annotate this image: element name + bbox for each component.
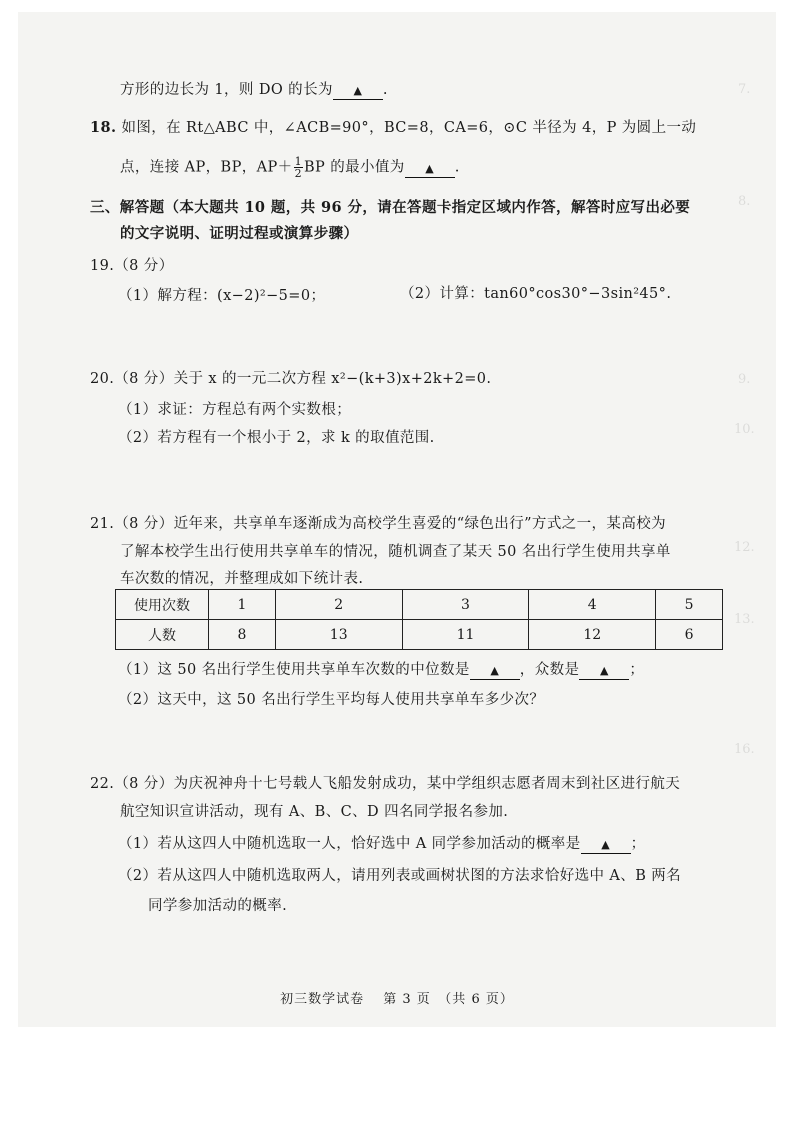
page-footer: 初三数学试卷 第 3 页 （共 6 页） bbox=[280, 992, 514, 1007]
q20-part2: （2）若方程有一个根小于 2，求 k 的取值范围. bbox=[118, 430, 435, 446]
q17-text: 方形的边长为 1，则 DO 的长为 bbox=[120, 82, 333, 98]
bleed-through-text: 9. bbox=[738, 372, 751, 387]
table-cell: 6 bbox=[656, 620, 723, 650]
q21-mode-blank[interactable]: ▲ bbox=[579, 663, 629, 680]
q22-part2-cont: 同学参加活动的概率. bbox=[148, 898, 288, 914]
q19-part1: （1）解方程：(x−2)²−5=0； bbox=[118, 288, 326, 304]
q21-median-blank[interactable]: ▲ bbox=[470, 663, 520, 680]
section3-heading-2: 的文字说明、证明过程或演算步骤） bbox=[120, 225, 359, 242]
q20-part1: （1）求证：方程总有两个实数根； bbox=[118, 402, 352, 418]
table-row bbox=[116, 590, 723, 620]
table-cell: 4 bbox=[529, 590, 656, 620]
q18-answer-blank[interactable]: ▲ bbox=[405, 161, 455, 178]
frac-denominator: 2 bbox=[294, 167, 302, 180]
table-cell: 11 bbox=[402, 620, 529, 650]
table-header-cell: 使用次数 bbox=[116, 590, 209, 620]
fraction-one-half bbox=[294, 156, 303, 179]
q19-part2: （2）计算：tan60°cos30°−3sin²45°. bbox=[400, 286, 672, 302]
q21-part1-text-b: ，众数是 bbox=[519, 662, 580, 678]
q22-part1 bbox=[118, 834, 646, 854]
q21-line3: 车次数的情况，并整理成如下统计表. bbox=[120, 571, 364, 587]
q21-part1 bbox=[118, 660, 644, 680]
q21-part1-text-a: （1）这 50 名出行学生使用共享单车次数的中位数是 bbox=[118, 662, 470, 678]
q18-text-1: 如图，在 Rt△ABC 中，∠ACB=90°，BC=8，CA=6，⊙C 半径为 4，P 为圆上一动 bbox=[121, 120, 697, 136]
q22-part2: （2）若从这四人中随机选取两人，请用列表或画树状图的方法求恰好选中 A、B 两名 bbox=[118, 868, 682, 884]
table-cell: 5 bbox=[656, 590, 723, 620]
q22-probability-blank[interactable]: ▲ bbox=[581, 837, 631, 854]
q17-answer-blank[interactable]: ▲ bbox=[333, 83, 383, 100]
table-cell: 12 bbox=[529, 620, 656, 650]
table-cell: 3 bbox=[402, 590, 529, 620]
section3-heading: 三、解答题（本大题共 10 题，共 96 分，请在答题卡指定区域内作答，解答时应写出必要 bbox=[90, 199, 691, 216]
q18-text-2a: 点，连接 AP，BP，AP＋ bbox=[120, 159, 293, 176]
table-cell: 13 bbox=[275, 620, 402, 650]
q22-line1: 22.（8 分）为庆祝神舟十七号载人飞船发射成功，某中学组织志愿者周末到社区进行航天 bbox=[90, 776, 681, 792]
q22-part1-text: （1）若从这四人中随机选取一人，恰好选中 A 同学参加活动的概率是 bbox=[118, 836, 581, 852]
bleed-through-text: 10. bbox=[734, 422, 755, 437]
table-header-cell: 人数 bbox=[116, 620, 209, 650]
q18-line2: 点，连接 AP，BP，AP＋ $\frac{1}{2}$ BP 的最小值为 ▲ . bbox=[120, 155, 460, 180]
q21-line2: 了解本校学生出行使用共享单车的情况，随机调查了某天 50 名出行学生使用共享单 bbox=[120, 544, 671, 560]
q19-header: 19.（8 分） bbox=[90, 258, 174, 274]
q18-text-2b: BP 的最小值为 bbox=[303, 159, 405, 176]
q17-tail: 方形的边长为 1，则 DO 的长为 ▲ . bbox=[120, 82, 388, 98]
table-row bbox=[116, 620, 723, 650]
q21-line1: 21.（8 分）近年来，共享单车逐渐成为高校学生喜爱的“绿色出行”方式之一，某高校为 bbox=[90, 516, 667, 532]
bleed-through-text: 12. bbox=[734, 540, 755, 555]
table-cell: 2 bbox=[275, 590, 402, 620]
bleed-through-text: 16. bbox=[734, 742, 755, 757]
usage-stats-table bbox=[115, 589, 723, 650]
q21-part2: （2）这天中，这 50 名出行学生平均每人使用共享单车多少次？ bbox=[118, 692, 545, 708]
q18-number: 18. bbox=[90, 119, 117, 136]
table-cell: 8 bbox=[209, 620, 276, 650]
bleed-through-text: 8. bbox=[738, 194, 751, 209]
q22-part1-end: ； bbox=[630, 836, 646, 852]
q18-line1 bbox=[90, 118, 696, 138]
table-cell: 1 bbox=[209, 590, 276, 620]
bleed-through-text: 13. bbox=[734, 612, 755, 627]
frac-numerator: 1 bbox=[294, 155, 302, 168]
q20-header: 20.（8 分）关于 x 的一元二次方程 x²−(k+3)x+2k+2=0. bbox=[90, 371, 492, 387]
bleed-through-text: 7. bbox=[738, 82, 751, 97]
q22-line2: 航空知识宣讲活动，现有 A、B、C、D 四名同学报名参加. bbox=[120, 804, 509, 820]
q21-part1-text-c: ； bbox=[629, 662, 645, 678]
